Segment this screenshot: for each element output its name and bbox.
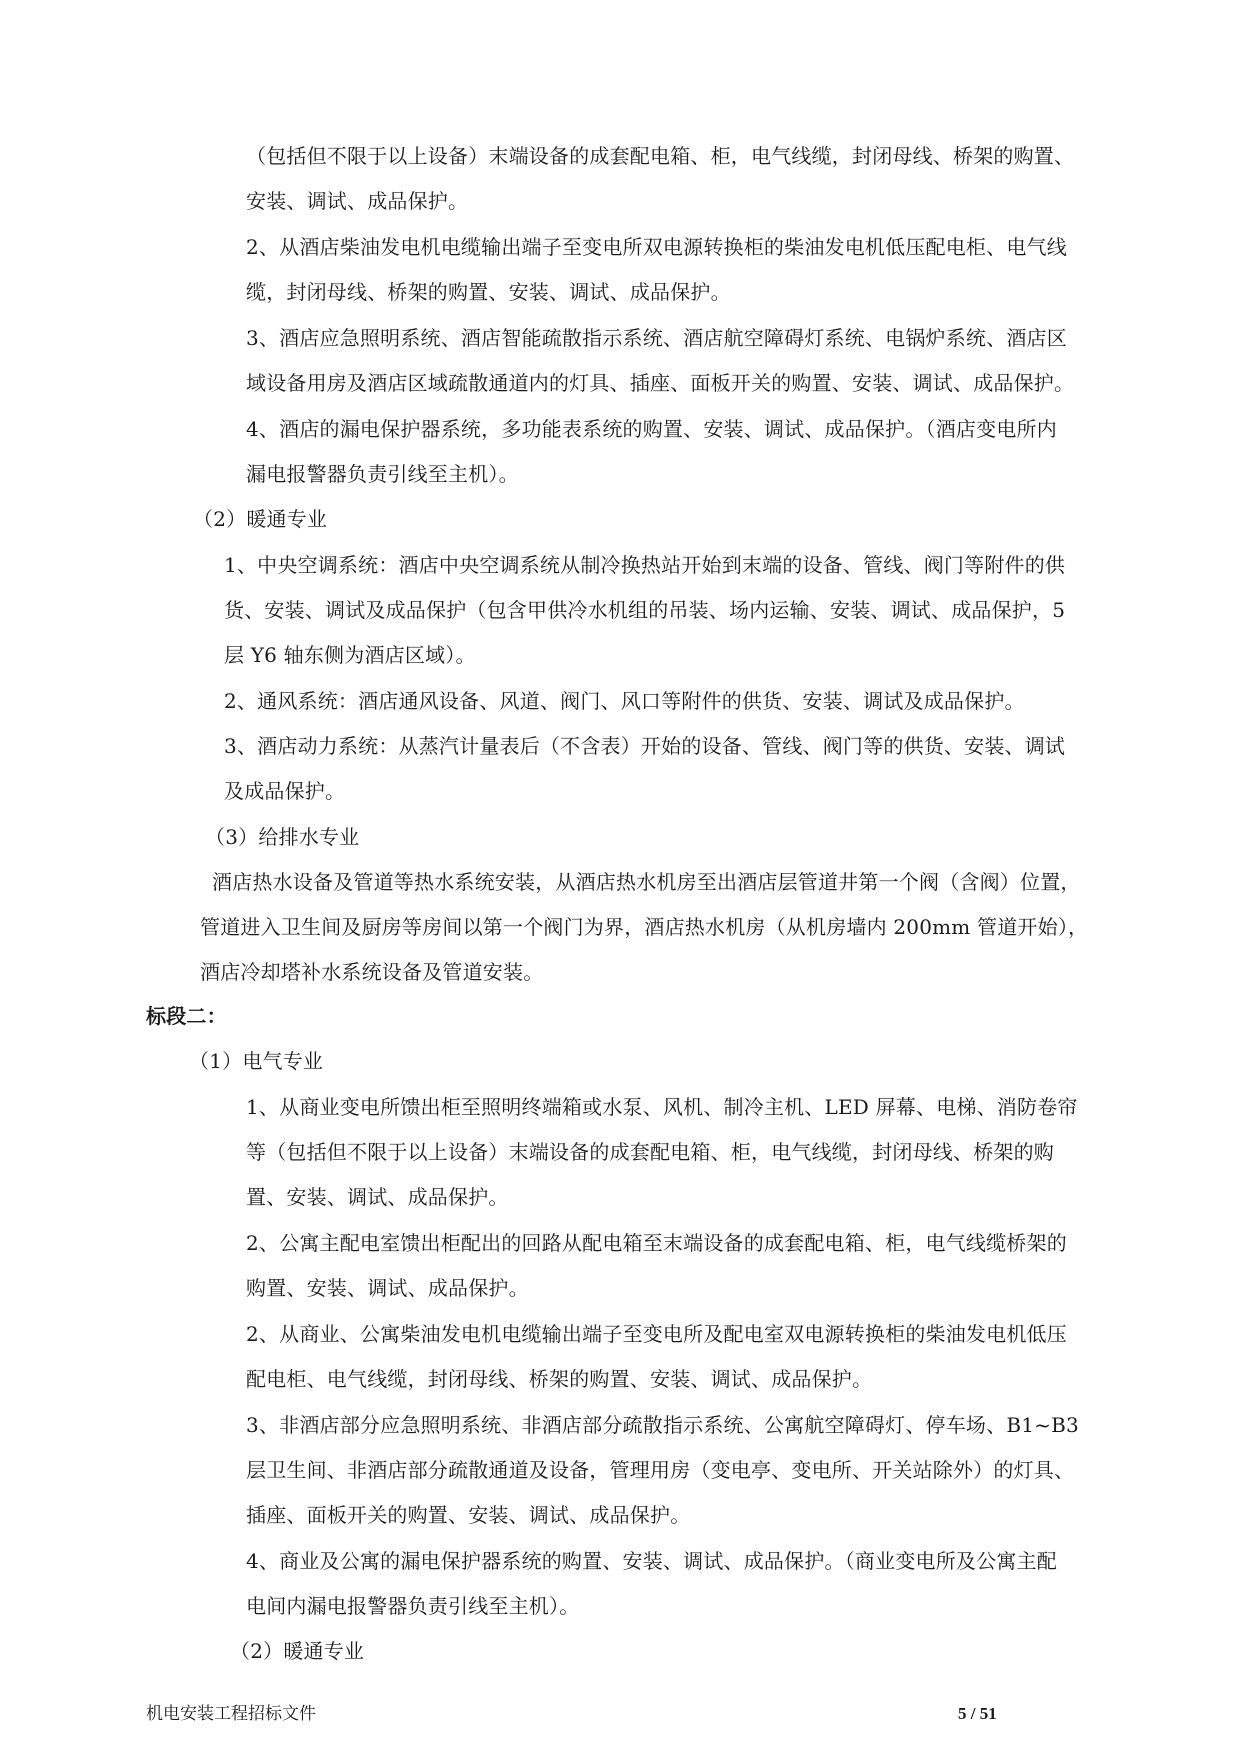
footer-page-number: 5 / 51 [958,1704,997,1723]
paragraph-line: 酒店热水设备及管道等热水系统安装，从酒店热水机房至出酒店层管道井第一个阀（含阀）位置， [212,870,1081,894]
paragraph-line: 酒店冷却塔补水系统设备及管道安装。 [200,960,544,984]
subsection-heading: （3）给排水专业 [205,825,360,849]
paragraph-line: 2、从商业、公寓柴油发电机电缆输出端子至变电所及配电室双电源转换柜的柴油发电机低压 [246,1322,1067,1346]
paragraph-line: 域设备用房及酒店区域疏散通道内的灯具、插座、面板开关的购置、安装、调试、成品保护。 [246,371,1075,395]
subsection-heading: （2）暖通专业 [193,507,328,531]
paragraph-line: 等（包括但不限于以上设备）末端设备的成套配电箱、柜，电气线缆，封闭母线、桥架的购 [246,1140,1054,1164]
paragraph-line: 4、酒店的漏电保护器系统，多功能表系统的购置、安装、调试、成品保护。（酒店变电所内 [246,417,1057,441]
paragraph-line: 电间内漏电报警器负责引线至主机）。 [246,1594,580,1618]
section-title: 标段二： [146,1004,227,1028]
paragraph-line: 3、酒店应急照明系统、酒店智能疏散指示系统、酒店航空障碍灯系统、电锅炉系统、酒店区 [246,326,1067,350]
paragraph-line: 货、安装、调试及成品保护（包含甲供冷水机组的吊装、场内运输、安装、调试、成品保护，5 [224,598,1066,622]
paragraph-line: 2、公寓主配电室馈出柜配出的回路从配电箱至末端设备的成套配电箱、柜，电气线缆桥架的 [246,1231,1067,1255]
subsection-heading: （2）暖通专业 [230,1639,365,1663]
paragraph-line: 1、从商业变电所馈出柜至照明终端箱或水泵、风机、制冷主机、LED 屏幕、电梯、消防卷帘 [246,1095,1078,1119]
paragraph-line: 漏电报警器负责引线至主机）。 [246,462,519,486]
paragraph-line: 及成品保护。 [224,779,346,803]
footer-document-title: 机电安装工程招标文件 [146,1704,316,1724]
paragraph-line: 3、酒店动力系统：从蒸汽计量表后（不含表）开始的设备、管线、阀门等的供货、安装、调试 [224,734,1066,758]
paragraph-line: （包括但不限于以上设备）末端设备的成套配电箱、柜，电气线缆，封闭母线、桥架的购置、 [246,144,1075,168]
paragraph-line: 插座、面板开关的购置、安装、调试、成品保护。 [246,1503,691,1527]
paragraph-line: 配电柜、电气线缆，封闭母线、桥架的购置、安装、调试、成品保护。 [246,1367,873,1391]
paragraph-line: 购置、安装、调试、成品保护。 [246,1276,529,1300]
paragraph-line: 层 Y6 轴东侧为酒店区域）。 [224,643,476,667]
paragraph-line: 1、中央空调系统：酒店中央空调系统从制冷换热站开始到末端的设备、管线、阀门等附件的供 [224,553,1066,577]
subsection-heading: （1）电气专业 [189,1049,324,1073]
paragraph-line: 管道进入卫生间及厨房等房间以第一个阀门为界，酒店热水机房（从机房墙内 200mm 管道开始）， [200,915,1089,939]
paragraph-line: 2、从酒店柴油发电机电缆输出端子至变电所双电源转换柜的柴油发电机低压配电柜、电气线 [246,235,1067,259]
paragraph-line: 安装、调试、成品保护。 [246,189,469,213]
paragraph-line: 层卫生间、非酒店部分疏散通道及设备，管理用房（变电亭、变电所、开关站除外）的灯具、 [246,1458,1075,1482]
paragraph-line: 3、非酒店部分应急照明系统、非酒店部分疏散指示系统、公寓航空障碍灯、停车场、B1~B3 [246,1413,1079,1437]
paragraph-line: 置、安装、调试、成品保护。 [246,1185,509,1209]
paragraph-line: 4、商业及公寓的漏电保护器系统的购置、安装、调试、成品保护。（商业变电所及公寓主配 [246,1549,1057,1573]
paragraph-line: 缆，封闭母线、桥架的购置、安装、调试、成品保护。 [246,280,731,304]
paragraph-line: 2、通风系统：酒店通风设备、风道、阀门、风口等附件的供货、安装、调试及成品保护。 [224,689,1025,713]
